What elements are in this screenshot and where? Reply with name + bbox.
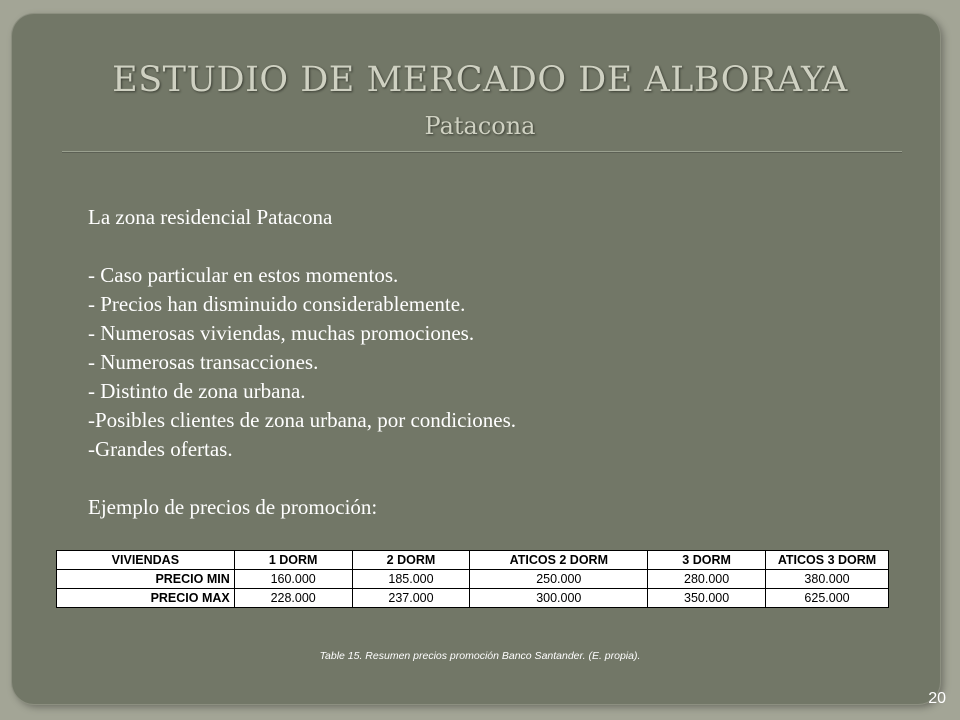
header-cell: 2 DORM [352, 551, 470, 570]
row-label: PRECIO MAX [57, 589, 235, 608]
bullet-item: - Numerosas viviendas, muchas promociones. [88, 321, 475, 345]
slide-subtitle: Patacona [424, 112, 536, 140]
bullet-item: -Posibles clientes de zona urbana, por condiciones. [88, 408, 517, 432]
example-label: Ejemplo de precios de promoción: [88, 495, 378, 519]
slide-title: ESTUDIO DE MERCADO DE ALBORAYA [112, 60, 848, 100]
table-cell: 228.000 [234, 589, 352, 608]
table-cell: 160.000 [234, 570, 352, 589]
row-label: PRECIO MIN [57, 570, 235, 589]
bullet-item: - Numerosas transacciones. [88, 350, 319, 374]
table-cell: 350.000 [648, 589, 766, 608]
header-cell: ATICOS 2 DORM [470, 551, 648, 570]
table-header-row [57, 551, 889, 570]
body-text [88, 203, 888, 522]
table-cell: 380.000 [766, 570, 889, 589]
table-caption: Table 15. Resumen precios promoción Banco Santander. (E. propia). [319, 650, 641, 662]
body-heading: La zona residencial Patacona [88, 205, 333, 229]
table-cell: 185.000 [352, 570, 470, 589]
spacer [88, 232, 888, 261]
header-cell: ATICOS 3 DORM [766, 551, 889, 570]
table-cell: 250.000 [470, 570, 648, 589]
bullet-item: - Precios han disminuido considerablemente. [88, 292, 466, 316]
table-row [57, 570, 889, 589]
table-cell: 625.000 [766, 589, 889, 608]
header-cell: VIVIENDAS [57, 551, 235, 570]
table-row [57, 589, 889, 608]
price-table [56, 550, 889, 608]
bullet-item: - Distinto de zona urbana. [88, 379, 306, 403]
table-cell: 280.000 [648, 570, 766, 589]
bullet-item: -Grandes ofertas. [88, 437, 233, 461]
title-divider [62, 151, 902, 153]
table-cell: 237.000 [352, 589, 470, 608]
page-number: 20 [928, 690, 946, 707]
table-cell: 300.000 [470, 589, 648, 608]
header-cell: 3 DORM [648, 551, 766, 570]
bullet-item: - Caso particular en estos momentos. [88, 263, 399, 287]
header-cell: 1 DORM [234, 551, 352, 570]
spacer [88, 464, 888, 493]
